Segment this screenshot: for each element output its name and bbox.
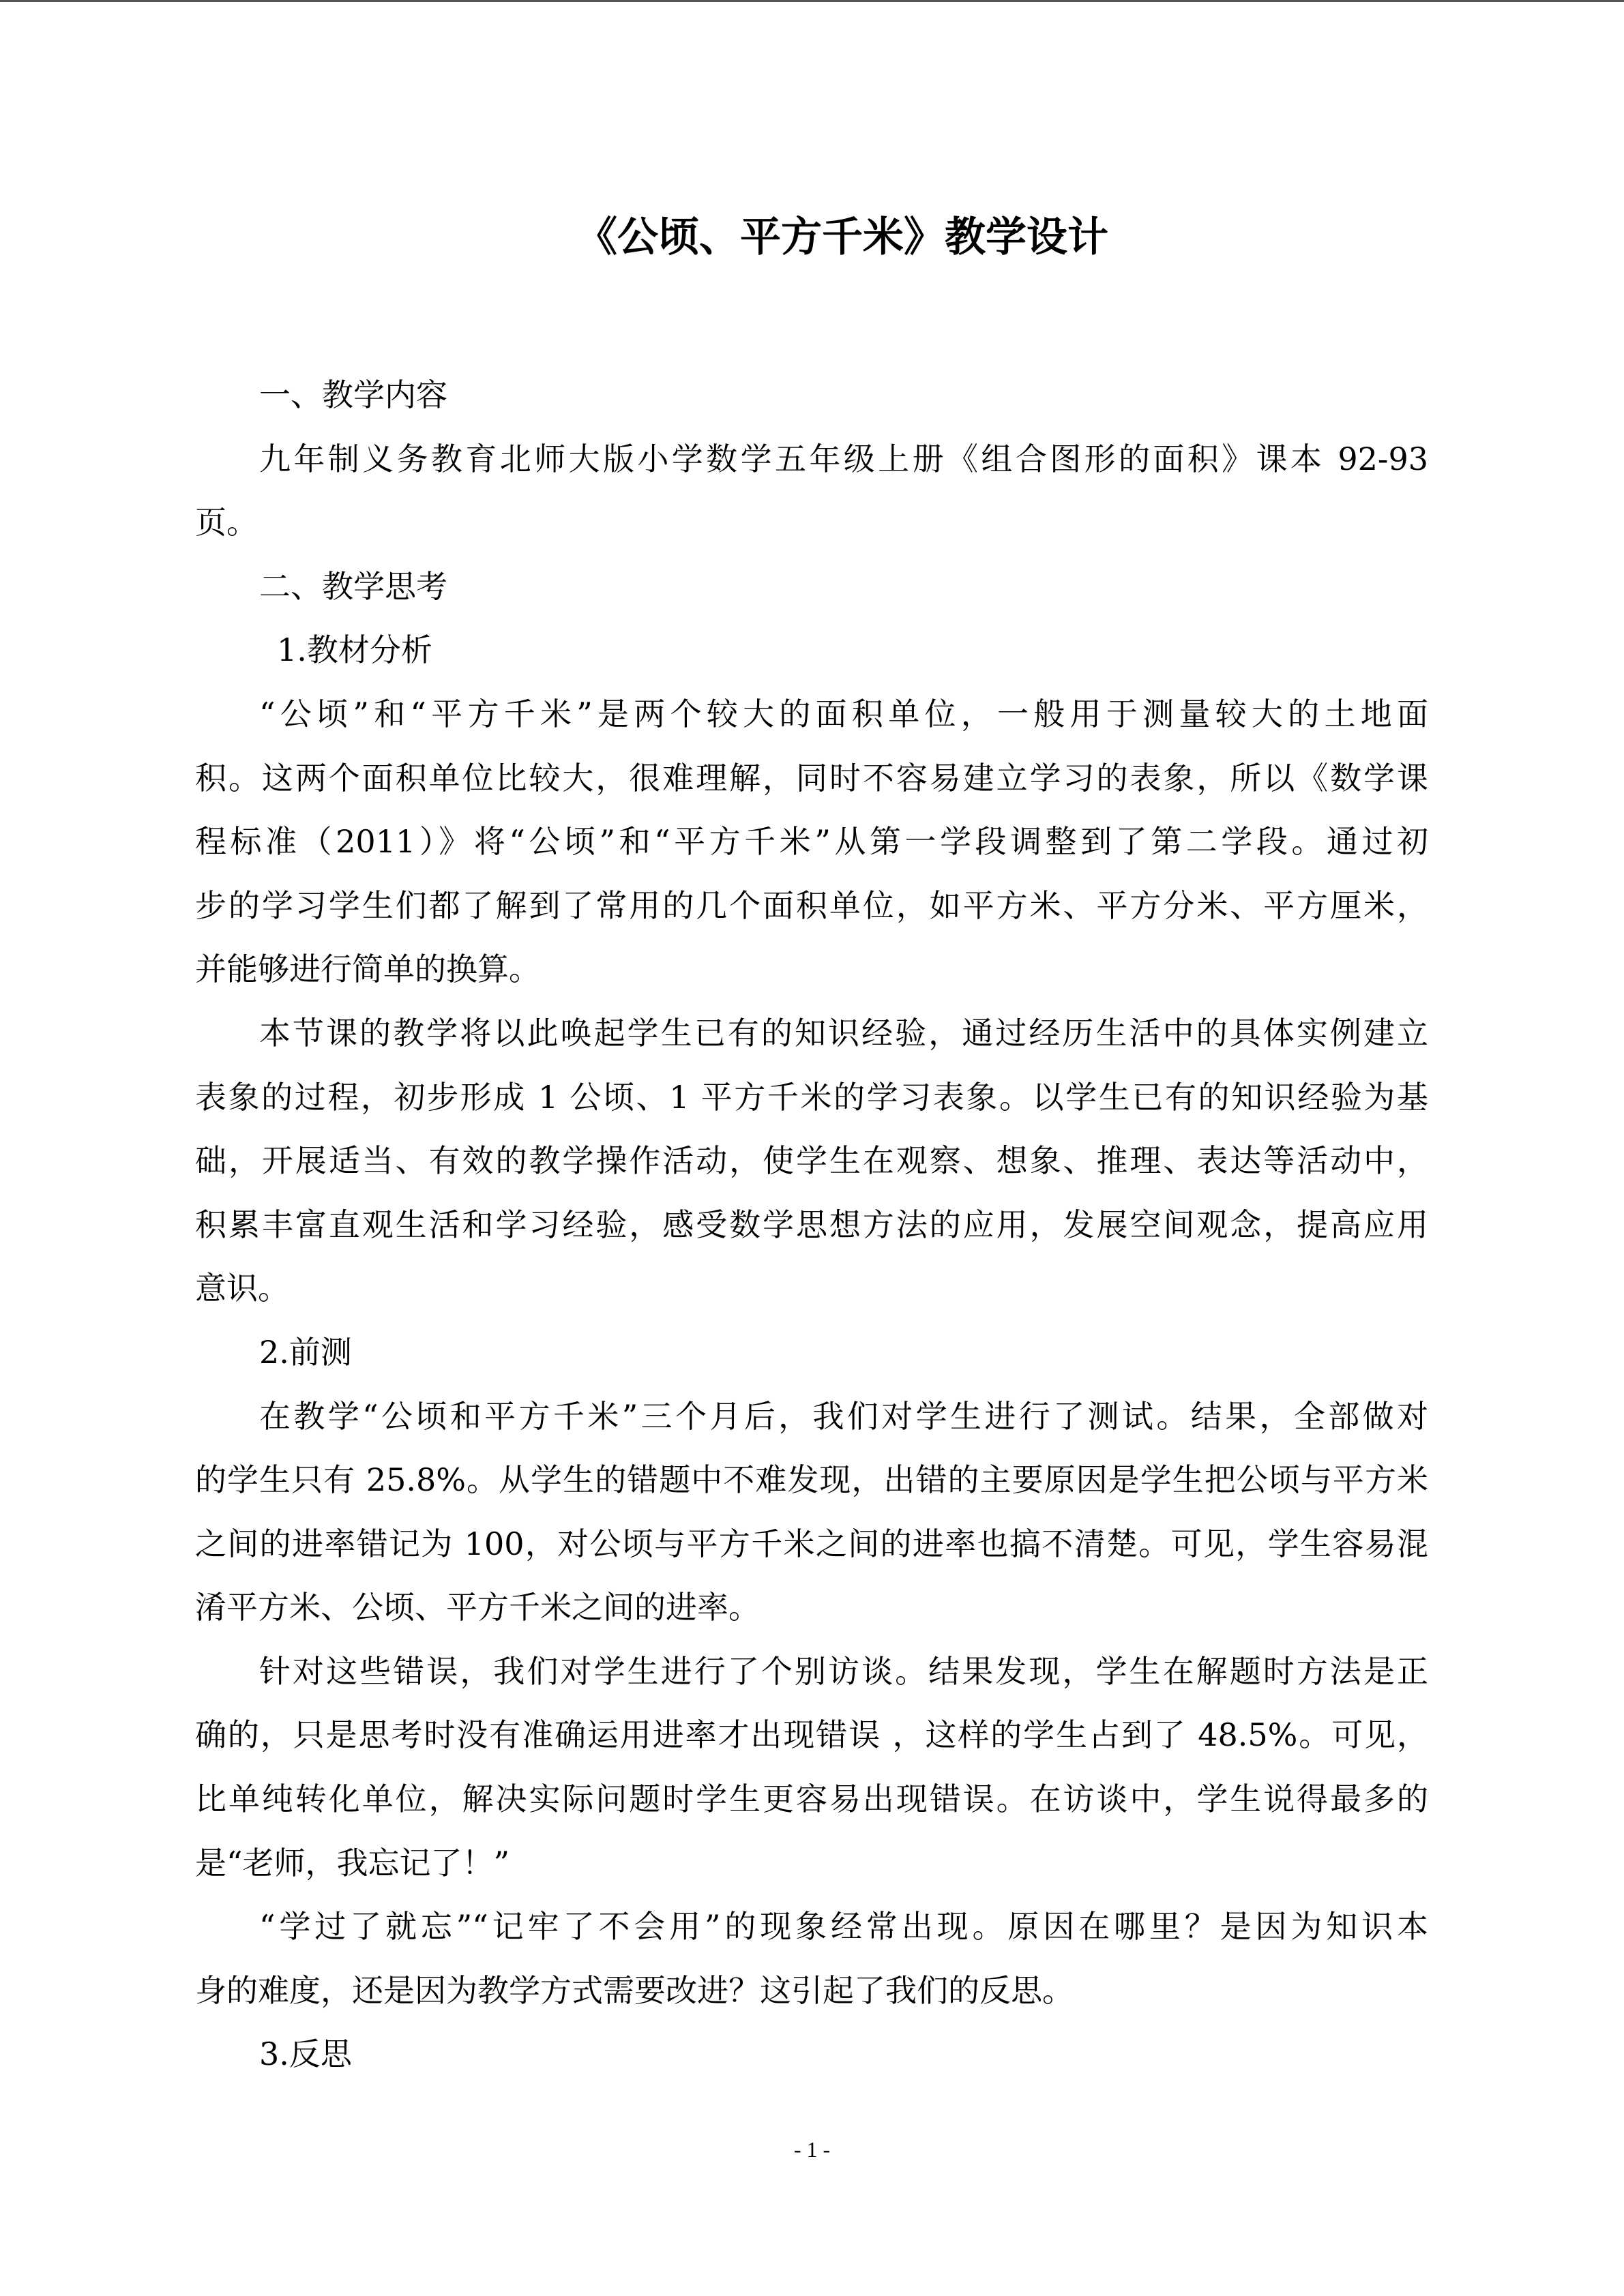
- paragraph: [195, 1640, 1428, 1895]
- subsection-heading: 1.教材分析: [277, 631, 432, 669]
- text-line: 步的学习学生们都了解到了常用的几个面积单位，如平方米、平方分米、平方厘米，: [195, 886, 1428, 924]
- paragraph: [195, 1385, 1428, 1640]
- text-line: 是“老师，我忘记了！”: [195, 1844, 510, 1881]
- text-line: 九年制义务教育北师大版小学数学五年级上册《组合图形的面积》课本 92-93: [259, 440, 1428, 477]
- section-heading: 二、教学思考: [259, 567, 447, 605]
- text-line: “公顷”和“平方千米”是两个较大的面积单位，一般用于测量较大的土地面: [259, 695, 1428, 732]
- text-line: 并能够进行简单的换算。: [195, 951, 540, 988]
- text-line: 础，开展适当、有效的教学操作活动，使学生在观察、想象、推理、表达等活动中，: [195, 1142, 1428, 1180]
- text-line: 积累丰富直观生活和学习经验，感受数学思想方法的应用，发展空间观念，提高应用: [195, 1206, 1428, 1243]
- text-line: 确的，只是思考时没有准确运用进率才出现错误 ，这样的学生占到了 48.5%。可见，: [195, 1716, 1428, 1754]
- text-line: 表象的过程，初步形成 1 公顷、1 平方千米的学习表象。以学生已有的知识经验为基: [195, 1078, 1428, 1116]
- text-line: 本节课的教学将以此唤起学生已有的知识经验，通过经历生活中的具体实例建立: [259, 1014, 1428, 1052]
- text-line: 程标准（2011）》将“公顷”和“平方千米”从第一学段调整到了第二学段。通过初: [195, 823, 1428, 861]
- top-border-rule: [0, 0, 1624, 2]
- document-title: 《公顷、平方千米》教学设计: [576, 213, 1108, 261]
- text-line: 淆平方米、公顷、平方千米之间的进率。: [195, 1589, 760, 1626]
- text-line: 之间的进率错记为 100，对公顷与平方千米之间的进率也搞不清楚。可见，学生容易混: [195, 1525, 1428, 1562]
- subsection-heading: 3.反思: [259, 2036, 352, 2073]
- text-line: 积。这两个面积单位比较大，很难理解，同时不容易建立学习的表象，所以《数学课: [195, 759, 1428, 796]
- paragraph: [195, 1002, 1428, 1321]
- document-body: [195, 363, 1428, 2087]
- paragraph: [195, 683, 1428, 1002]
- text-line: “学过了就忘”“记牢了不会用”的现象经常出现。原因在哪里？是因为知识本: [259, 1908, 1428, 1945]
- text-line: 的学生只有 25.8%。从学生的错题中不难发现，出错的主要原因是学生把公顷与平方米: [195, 1461, 1428, 1499]
- text-line: 页。: [195, 504, 258, 541]
- text-line: 在教学“公顷和平方千米”三个月后，我们对学生进行了测试。结果，全部做对: [259, 1397, 1428, 1435]
- paragraph: [195, 1895, 1428, 2023]
- text-line: 比单纯转化单位，解决实际问题时学生更容易出现错误。在访谈中，学生说得最多的: [195, 1780, 1428, 1818]
- text-line: 身的难度，还是因为教学方式需要改进？这引起了我们的反思。: [195, 1971, 1074, 2009]
- text-line: 意识。: [195, 1270, 289, 1307]
- subsection-heading: 2.前测: [259, 1333, 352, 1371]
- text-line: 针对这些错误，我们对学生进行了个别访谈。结果发现，学生在解题时方法是正: [259, 1652, 1428, 1690]
- page-number: - 1 -: [793, 2137, 831, 2162]
- paragraph: [195, 428, 1428, 555]
- section-heading: 一、教学内容: [259, 376, 447, 413]
